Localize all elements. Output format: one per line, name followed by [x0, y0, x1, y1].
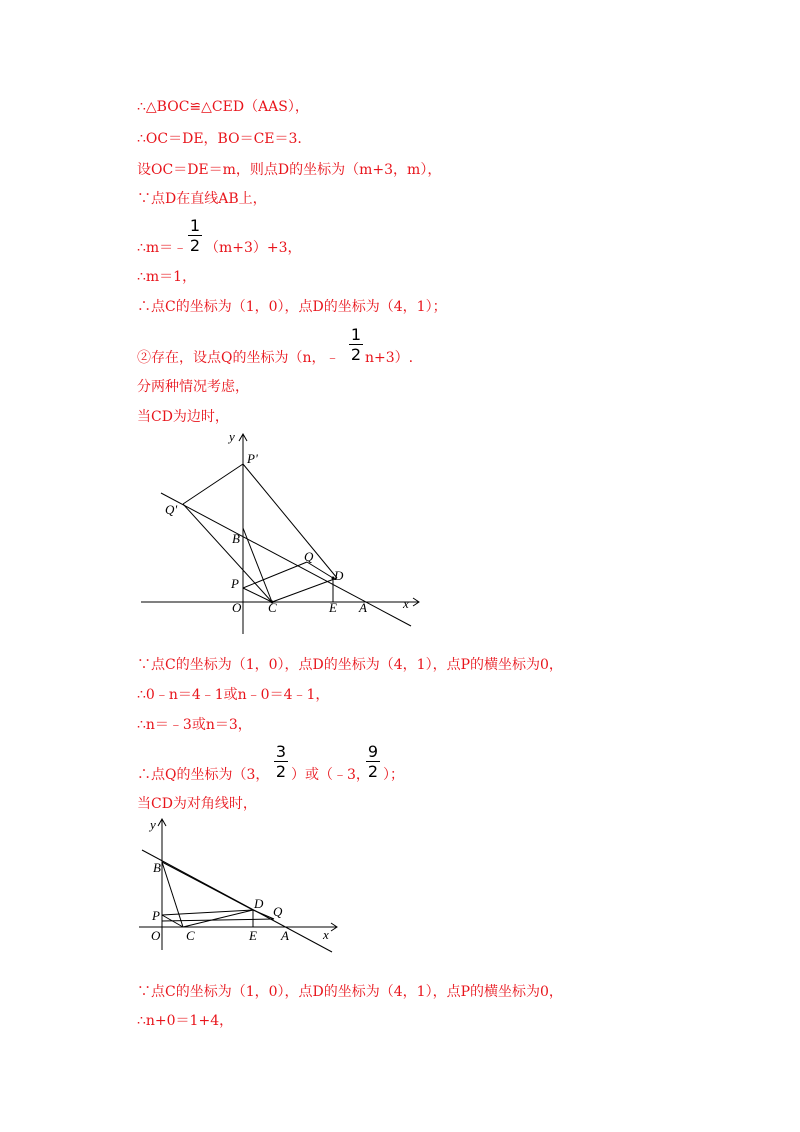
fraction-three-half: 3 2	[275, 742, 287, 781]
fig1-label-y: y	[229, 429, 235, 444]
line-set-m: 设OC＝DE＝m，则点D的坐标为（m+3，m），	[137, 162, 442, 178]
line-cd-diagonal: 当CD为对角线时，	[137, 796, 257, 812]
fraction-half-2: 1 2	[350, 325, 362, 364]
fig2-label-q: Q	[273, 904, 283, 919]
figure-cd-diagonal	[137, 815, 347, 955]
fig1-label-a: A	[359, 600, 367, 615]
line-n-values: ∴n＝﹣3或n＝3，	[137, 717, 252, 733]
line-c-d-p-coords-1: ∵点C的坐标为（1，0），点D的坐标为（4，1），点P的横坐标为0，	[137, 657, 563, 673]
fig1-label-b: B	[232, 531, 240, 546]
fraction-half-1: 1 2	[189, 216, 201, 255]
line-cd-side: 当CD为边时，	[137, 409, 229, 425]
line-m-eq-suffix: （m+3）+3，	[205, 240, 302, 256]
fig2-label-a: A	[281, 928, 289, 943]
fig1-label-q: Q	[304, 549, 314, 564]
fraction-nine-half: 9 2	[367, 742, 379, 781]
fig2-label-e: E	[249, 928, 257, 943]
line-equal-sides: ∴OC＝DE，BO＝CE＝3.	[137, 131, 302, 147]
fig2-label-o: O	[151, 928, 161, 943]
fig2-label-d: D	[254, 896, 264, 911]
line-exists-suffix: n+3）.	[365, 350, 414, 366]
fig2-label-c: C	[186, 928, 195, 943]
line-two-cases: 分两种情况考虑，	[137, 379, 249, 395]
fig1-label-d: D	[334, 568, 344, 583]
line-q-coords-mid: ）或（﹣3，	[291, 767, 370, 783]
line-aas: ∴△BOC≌△CED（AAS），	[137, 99, 309, 115]
line-m-eq-prefix: ∴m＝﹣	[137, 240, 188, 256]
line-m-1: ∴m＝1，	[137, 269, 197, 285]
fig1-label-p-prime: P'	[247, 451, 258, 466]
line-q-coords-prefix: ∴点Q的坐标为（3，	[137, 767, 270, 783]
fig1-label-o: O	[232, 600, 242, 615]
line-q-coords-suffix: ）；	[383, 767, 404, 783]
line-n-sum: ∴n+0＝1+4，	[137, 1013, 234, 1029]
line-exists-prefix: ②存在，设点Q的坐标为（n，﹣	[137, 350, 340, 366]
line-c-d-p-coords-2: ∵点C的坐标为（1，0），点D的坐标为（4，1），点P的横坐标为0，	[137, 984, 563, 1000]
line-d-on-ab: ∵点D在直线AB上，	[137, 191, 267, 207]
figure-cd-side	[137, 428, 437, 638]
fig1-label-x: x	[403, 596, 409, 611]
fig1-label-q-prime: Q'	[165, 502, 178, 517]
fig2-label-y: y	[150, 817, 156, 832]
line-cd-coords: ∴点C的坐标为（1，0），点D的坐标为（4，1）；	[137, 299, 447, 315]
fig1-label-p: P	[231, 576, 239, 591]
fig1-label-e: E	[329, 600, 337, 615]
fig1-label-c: C	[268, 600, 277, 615]
fig2-label-b: B	[153, 860, 161, 875]
fig2-label-x: x	[323, 927, 329, 942]
line-n-equations: ∴0﹣n＝4﹣1或n﹣0＝4﹣1，	[137, 687, 330, 703]
fig2-label-p: P	[152, 908, 160, 923]
